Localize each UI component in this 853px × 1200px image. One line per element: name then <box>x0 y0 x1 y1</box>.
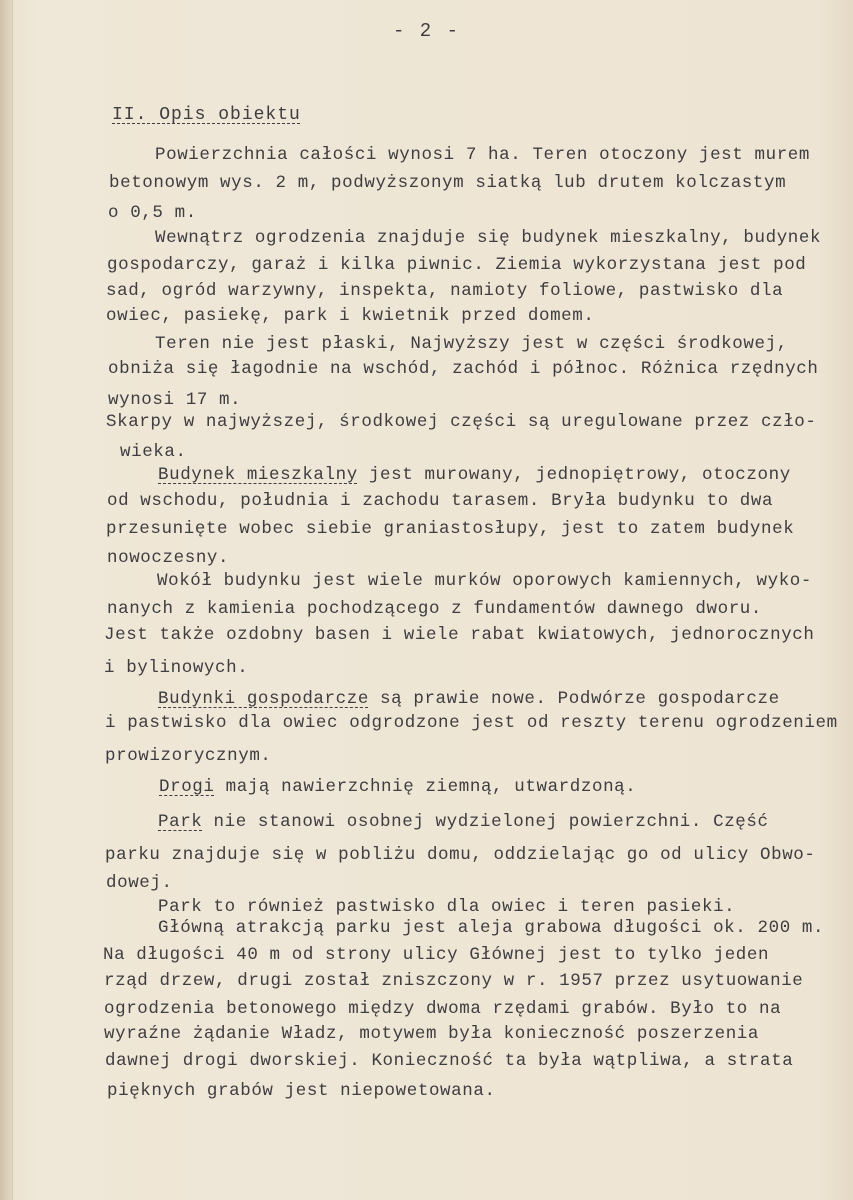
term-budynek-mieszkalny: Budynek mieszkalny <box>158 465 358 485</box>
text-line: Główną atrakcją parku jest aleja grabowa długości ok. 200 m. <box>158 918 825 938</box>
text-line: przesunięte wobec siebie graniastosłupy, jest to zatem budynek <box>106 519 795 539</box>
line-rest: nie stanowi osobnej wydzielonej powierzchni. Część <box>202 812 769 832</box>
text-line <box>158 688 780 710</box>
text-line <box>158 811 769 833</box>
text-line: owiec, pasiekę, park i kwietnik przed domem. <box>106 306 595 326</box>
term-drogi: Drogi <box>159 777 215 797</box>
text-line: parku znajduje się w pobliżu domu, oddzielając go od ulicy Obwo- <box>105 845 816 865</box>
text-line: betonowym wys. 2 m, podwyższonym siatką lub drutem kolczastym <box>109 173 787 193</box>
text-line: o 0,5 m. <box>108 203 197 223</box>
text-line: Powierzchnia całości wynosi 7 ha. Teren otoczony jest murem <box>155 145 811 165</box>
text-line: prowizorycznym. <box>105 746 272 766</box>
text-line: wieka. <box>120 442 187 462</box>
text-line: obniża się łagodnie na wschód, zachód i północ. Różnica rzędnych <box>108 359 819 379</box>
text-line <box>158 464 791 486</box>
page-number: - 2 - <box>392 20 460 42</box>
text-line: dowej. <box>106 873 173 893</box>
text-line: nanych z kamienia pochodzącego z fundamentów dawnego dworu. <box>107 599 763 619</box>
text-line: rząd drzew, drugi został zniszczony w r. 1957 przez usytuowanie <box>104 971 804 991</box>
page-binding-edge <box>0 0 13 1200</box>
term-budynki-gospodarcze: Budynki gospodarcze <box>158 689 369 709</box>
text-line: nowoczesny. <box>107 548 230 568</box>
text-line: Skarpy w najwyższej, środkowej części są uregulowane przez czło- <box>106 412 817 432</box>
text-line: Teren nie jest płaski, Najwyższy jest w części środkowej, <box>155 334 788 354</box>
text-line: dawnej drogi dworskiej. Konieczność ta była wątpliwa, a strata <box>105 1051 794 1071</box>
text-line <box>159 776 636 798</box>
term-park: Park <box>158 812 203 832</box>
text-line: wyraźne żądanie Władz, motywem była konieczność poszerzenia <box>104 1024 760 1044</box>
text-line: sad, ogród warzywny, inspekta, namioty foliowe, pastwisko dla <box>106 281 784 301</box>
text-line: Wokół budynku jest wiele murków oporowych kamiennych, wyko- <box>157 571 813 591</box>
text-line: pięknych grabów jest niepowetowana. <box>107 1081 496 1101</box>
text-line: Na długości 40 m od strony ulicy Głównej jest to tylko jeden <box>103 945 770 965</box>
text-line: ogrodzenia betonowego między dwoma rzędami grabów. Było to na <box>104 999 782 1019</box>
line-rest: są prawie nowe. Podwórze gospodarcze <box>368 689 780 709</box>
text-line: gospodarczy, garaż i kilka piwnic. Ziemia wykorzystana jest pod <box>107 255 807 275</box>
text-line: od wschodu, południa i zachodu tarasem. Bryła budynku to dwa <box>107 491 774 511</box>
text-line: Wewnątrz ogrodzenia znajduje się budynek mieszkalny, budynek <box>155 228 822 248</box>
line-rest: jest murowany, jednopiętrowy, otoczony <box>357 465 791 485</box>
text-line: wynosi 17 m. <box>108 390 242 410</box>
section-title: II. Opis obiektu <box>112 105 301 125</box>
text-line: i pastwisko dla owiec odgrodzone jest od reszty terenu ogrodzeniem <box>105 713 838 733</box>
line-rest: mają nawierzchnię ziemną, utwardzoną. <box>214 777 637 797</box>
text-line: Park to również pastwisko dla owiec i teren pasieki. <box>158 897 736 917</box>
text-line: i bylinowych. <box>104 658 249 678</box>
text-line: Jest także ozdobny basen i wiele rabat kwiatowych, jednorocznych <box>104 625 815 645</box>
